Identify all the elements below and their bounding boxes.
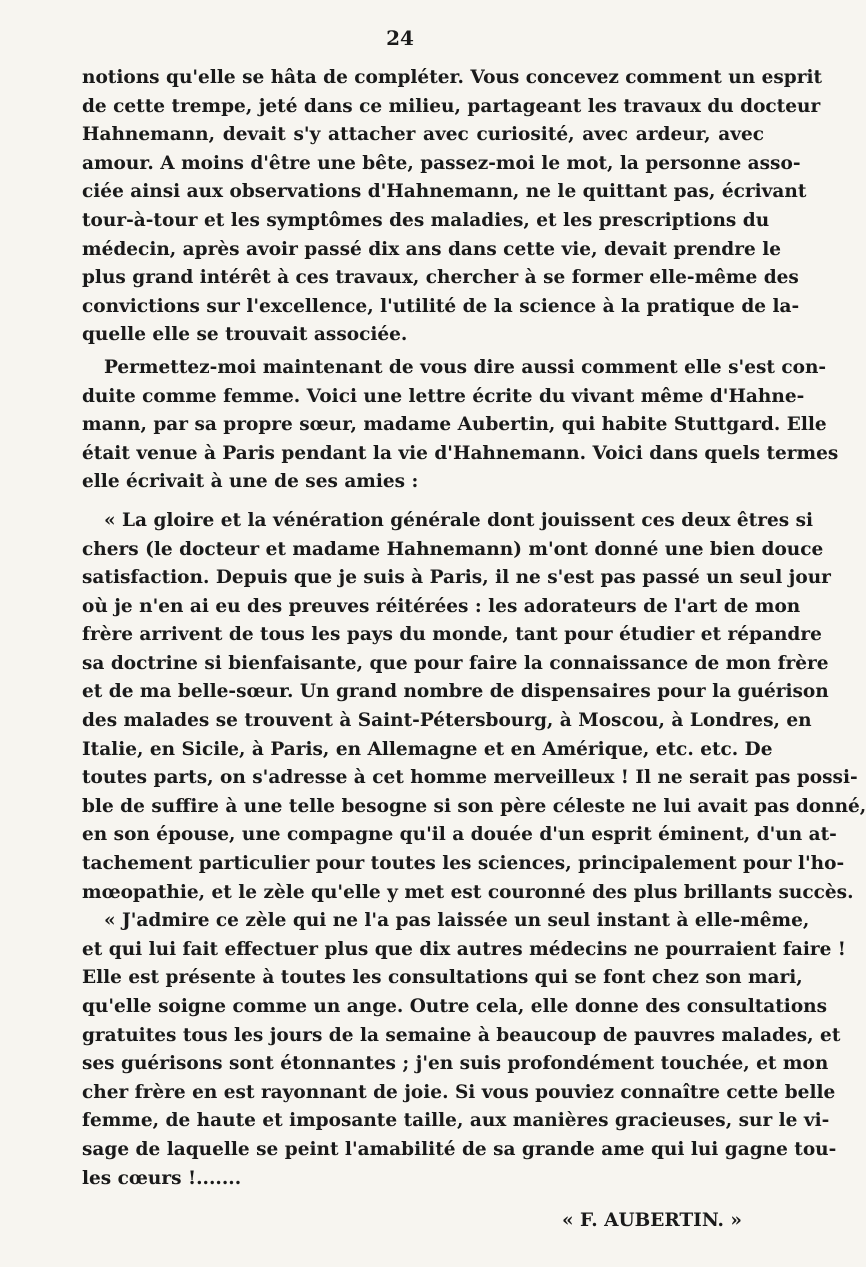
text-line: Hahnemann, devait s'y attacher avec curiosité, avec ardeur, avec bbox=[82, 124, 764, 146]
text-line: où je n'en ai eu des preuves réitérées : les adorateurs de l'art de mon bbox=[82, 595, 801, 617]
text-line: Italie, en Sicile, à Paris, en Allemagne et en Amérique, etc. etc. De bbox=[82, 738, 773, 760]
text-line: duite comme femme. Voici une lettre écrite du vivant même d'Hahne- bbox=[82, 385, 805, 407]
text-line: Permettez-moi maintenant de vous dire aussi comment elle s'est con- bbox=[104, 356, 827, 378]
text-line: satisfaction. Depuis que je suis à Paris, il ne s'est pas passé un seul jour bbox=[82, 567, 831, 589]
text-line: en son épouse, une compagne qu'il a douée d'un esprit éminent, d'un at- bbox=[82, 824, 837, 846]
text-line: toutes parts, on s'adresse à cet homme merveilleux ! Il ne serait pas possi- bbox=[82, 767, 858, 789]
text-line: était venue à Paris pendant la vie d'Hahnemann. Voici dans quels termes bbox=[82, 442, 839, 464]
text-line: chers (le docteur et madame Hahnemann) m'ont donné une bien douce bbox=[82, 538, 824, 560]
paragraph-2 bbox=[82, 354, 839, 497]
text-line: gratuites tous les jours de la semaine à beaucoup de pauvres malades, et bbox=[82, 1024, 841, 1046]
text-line: ciée ainsi aux observations d'Hahnemann, ne le quittant pas, écrivant bbox=[82, 181, 807, 203]
text-line: cher frère en est rayonnant de joie. Si vous pouviez connaître cette belle bbox=[82, 1081, 836, 1103]
text-line: ses guérisons sont étonnantes ; j'en suis profondément touchée, et mon bbox=[82, 1053, 829, 1075]
text-line: tour-à-tour et les symptômes des maladies, et les prescriptions du bbox=[82, 209, 770, 231]
text-line: sage de laquelle se peint l'amabilité de sa grande ame qui lui gagne tou- bbox=[82, 1138, 837, 1160]
text-line: frère arrivent de tous les pays du monde, tant pour étudier et répandre bbox=[82, 624, 822, 646]
text-line: mann, par sa propre sœur, madame Aubertin, qui habite Stuttgard. Elle bbox=[82, 414, 827, 436]
text-line: et de ma belle-sœur. Un grand nombre de dispensaires pour la guérison bbox=[82, 681, 829, 703]
text-line: notions qu'elle se hâta de compléter. Vous concevez comment un esprit bbox=[82, 67, 823, 88]
text-line: Elle est présente à toutes les consultations qui se font chez son mari, bbox=[82, 967, 803, 989]
text-line: ble de suffire à une telle besogne si son père céleste ne lui avait pas donné, bbox=[82, 795, 866, 817]
text-line: les cœurs !....... bbox=[82, 1167, 242, 1189]
text-line: convictions sur l'excellence, l'utilité de la science à la pratique de la- bbox=[82, 295, 800, 317]
body-text bbox=[82, 64, 866, 1193]
text-line: médecin, après avoir passé dix ans dans cette vie, devait prendre le bbox=[82, 238, 781, 260]
paragraph-1 bbox=[82, 64, 823, 350]
page-number: 24 bbox=[386, 26, 414, 50]
text-line: mœopathie, et le zèle qu'elle y met est couronné des plus brillants succès. bbox=[82, 881, 854, 903]
text-line: femme, de haute et imposante taille, aux manières gracieuses, sur le vi- bbox=[82, 1110, 830, 1132]
text-line: elle écrivait à une de ses amies : bbox=[82, 471, 419, 493]
text-line: plus grand intérêt à ces travaux, chercher à se former elle-même des bbox=[82, 267, 799, 289]
quoted-letter-paragraph-2 bbox=[82, 907, 846, 1193]
text-line: des malades se trouvent à Saint-Pétersbourg, à Moscou, à Londres, en bbox=[82, 710, 812, 732]
text-line: amour. A moins d'être une bête, passez-moi le mot, la personne asso- bbox=[82, 152, 801, 174]
text-line: de cette trempe, jeté dans ce milieu, partageant les travaux du docteur bbox=[82, 95, 821, 117]
text-line: « J'admire ce zèle qui ne l'a pas laissée un seul instant à elle-même, bbox=[104, 910, 810, 932]
text-line: sa doctrine si bienfaisante, que pour faire la connaissance de mon frère bbox=[82, 652, 829, 674]
text-line: quelle elle se trouvait associée. bbox=[82, 324, 408, 346]
quoted-letter-paragraph-1 bbox=[82, 507, 866, 907]
letter-signature: « F. AUBERTIN. » bbox=[561, 1210, 742, 1231]
text-line: et qui lui fait effectuer plus que dix autres médecins ne pourraient faire ! bbox=[82, 938, 846, 960]
text-line: tachement particulier pour toutes les sciences, principalement pour l'ho- bbox=[82, 853, 845, 875]
text-line: « La gloire et la vénération générale dont jouissent ces deux êtres si bbox=[104, 509, 814, 531]
text-line: qu'elle soigne comme un ange. Outre cela, elle donne des consultations bbox=[82, 996, 828, 1017]
